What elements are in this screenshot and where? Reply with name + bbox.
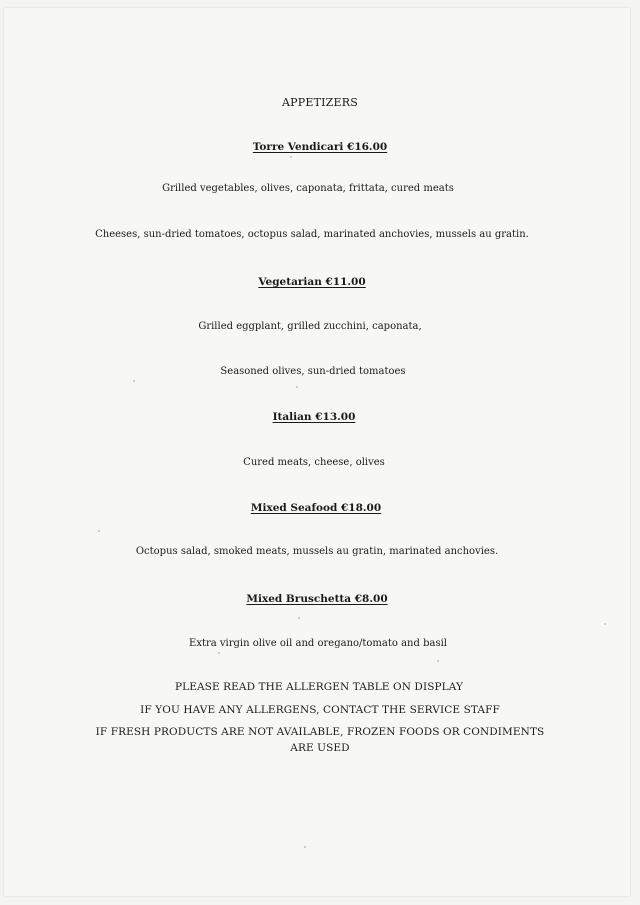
paper-speck xyxy=(437,660,439,662)
item-description: Octopus salad, smoked meats, mussels au gratin, marinated anchovies. xyxy=(135,546,499,557)
paper-speck xyxy=(290,156,292,158)
paper-speck xyxy=(304,846,306,848)
paper-speck xyxy=(298,617,300,619)
frozen-foods-notice-line-2: ARE USED xyxy=(290,742,350,754)
frozen-foods-notice-line-1: IF FRESH PRODUCTS ARE NOT AVAILABLE, FROZEN FOODS OR CONDIMENTS xyxy=(95,726,545,738)
item-description: Grilled eggplant, grilled zucchini, caponata, xyxy=(198,321,422,332)
paper-speck xyxy=(218,652,220,654)
item-description: Seasoned olives, sun-dried tomatoes xyxy=(220,366,406,377)
paper-speck xyxy=(98,530,100,532)
allergen-notice: PLEASE READ THE ALLERGEN TABLE ON DISPLAY xyxy=(174,681,464,693)
item-description: Grilled vegetables, olives, caponata, frittata, cured meats xyxy=(162,183,454,194)
paper-speck xyxy=(604,623,606,625)
item-description: Cheeses, sun-dried tomatoes, octopus salad, marinated anchovies, mussels au gratin. xyxy=(95,229,529,240)
paper-speck xyxy=(296,386,298,388)
item-heading-vegetarian: Vegetarian €11.00 xyxy=(258,276,366,288)
paper-speck xyxy=(133,380,135,382)
item-description: Cured meats, cheese, olives xyxy=(243,457,385,468)
item-heading-italian: Italian €13.00 xyxy=(272,411,356,423)
item-heading-mixed-bruschetta: Mixed Bruschetta €8.00 xyxy=(246,593,388,605)
item-description: Extra virgin olive oil and oregano/tomato and basil xyxy=(189,638,447,649)
item-heading-torre-vendicari: Torre Vendicari €16.00 xyxy=(252,141,388,153)
contact-staff-notice: IF YOU HAVE ANY ALLERGENS, CONTACT THE SERVICE STAFF xyxy=(140,704,500,716)
section-title: APPETIZERS xyxy=(282,96,358,109)
item-heading-mixed-seafood: Mixed Seafood €18.00 xyxy=(250,502,382,514)
